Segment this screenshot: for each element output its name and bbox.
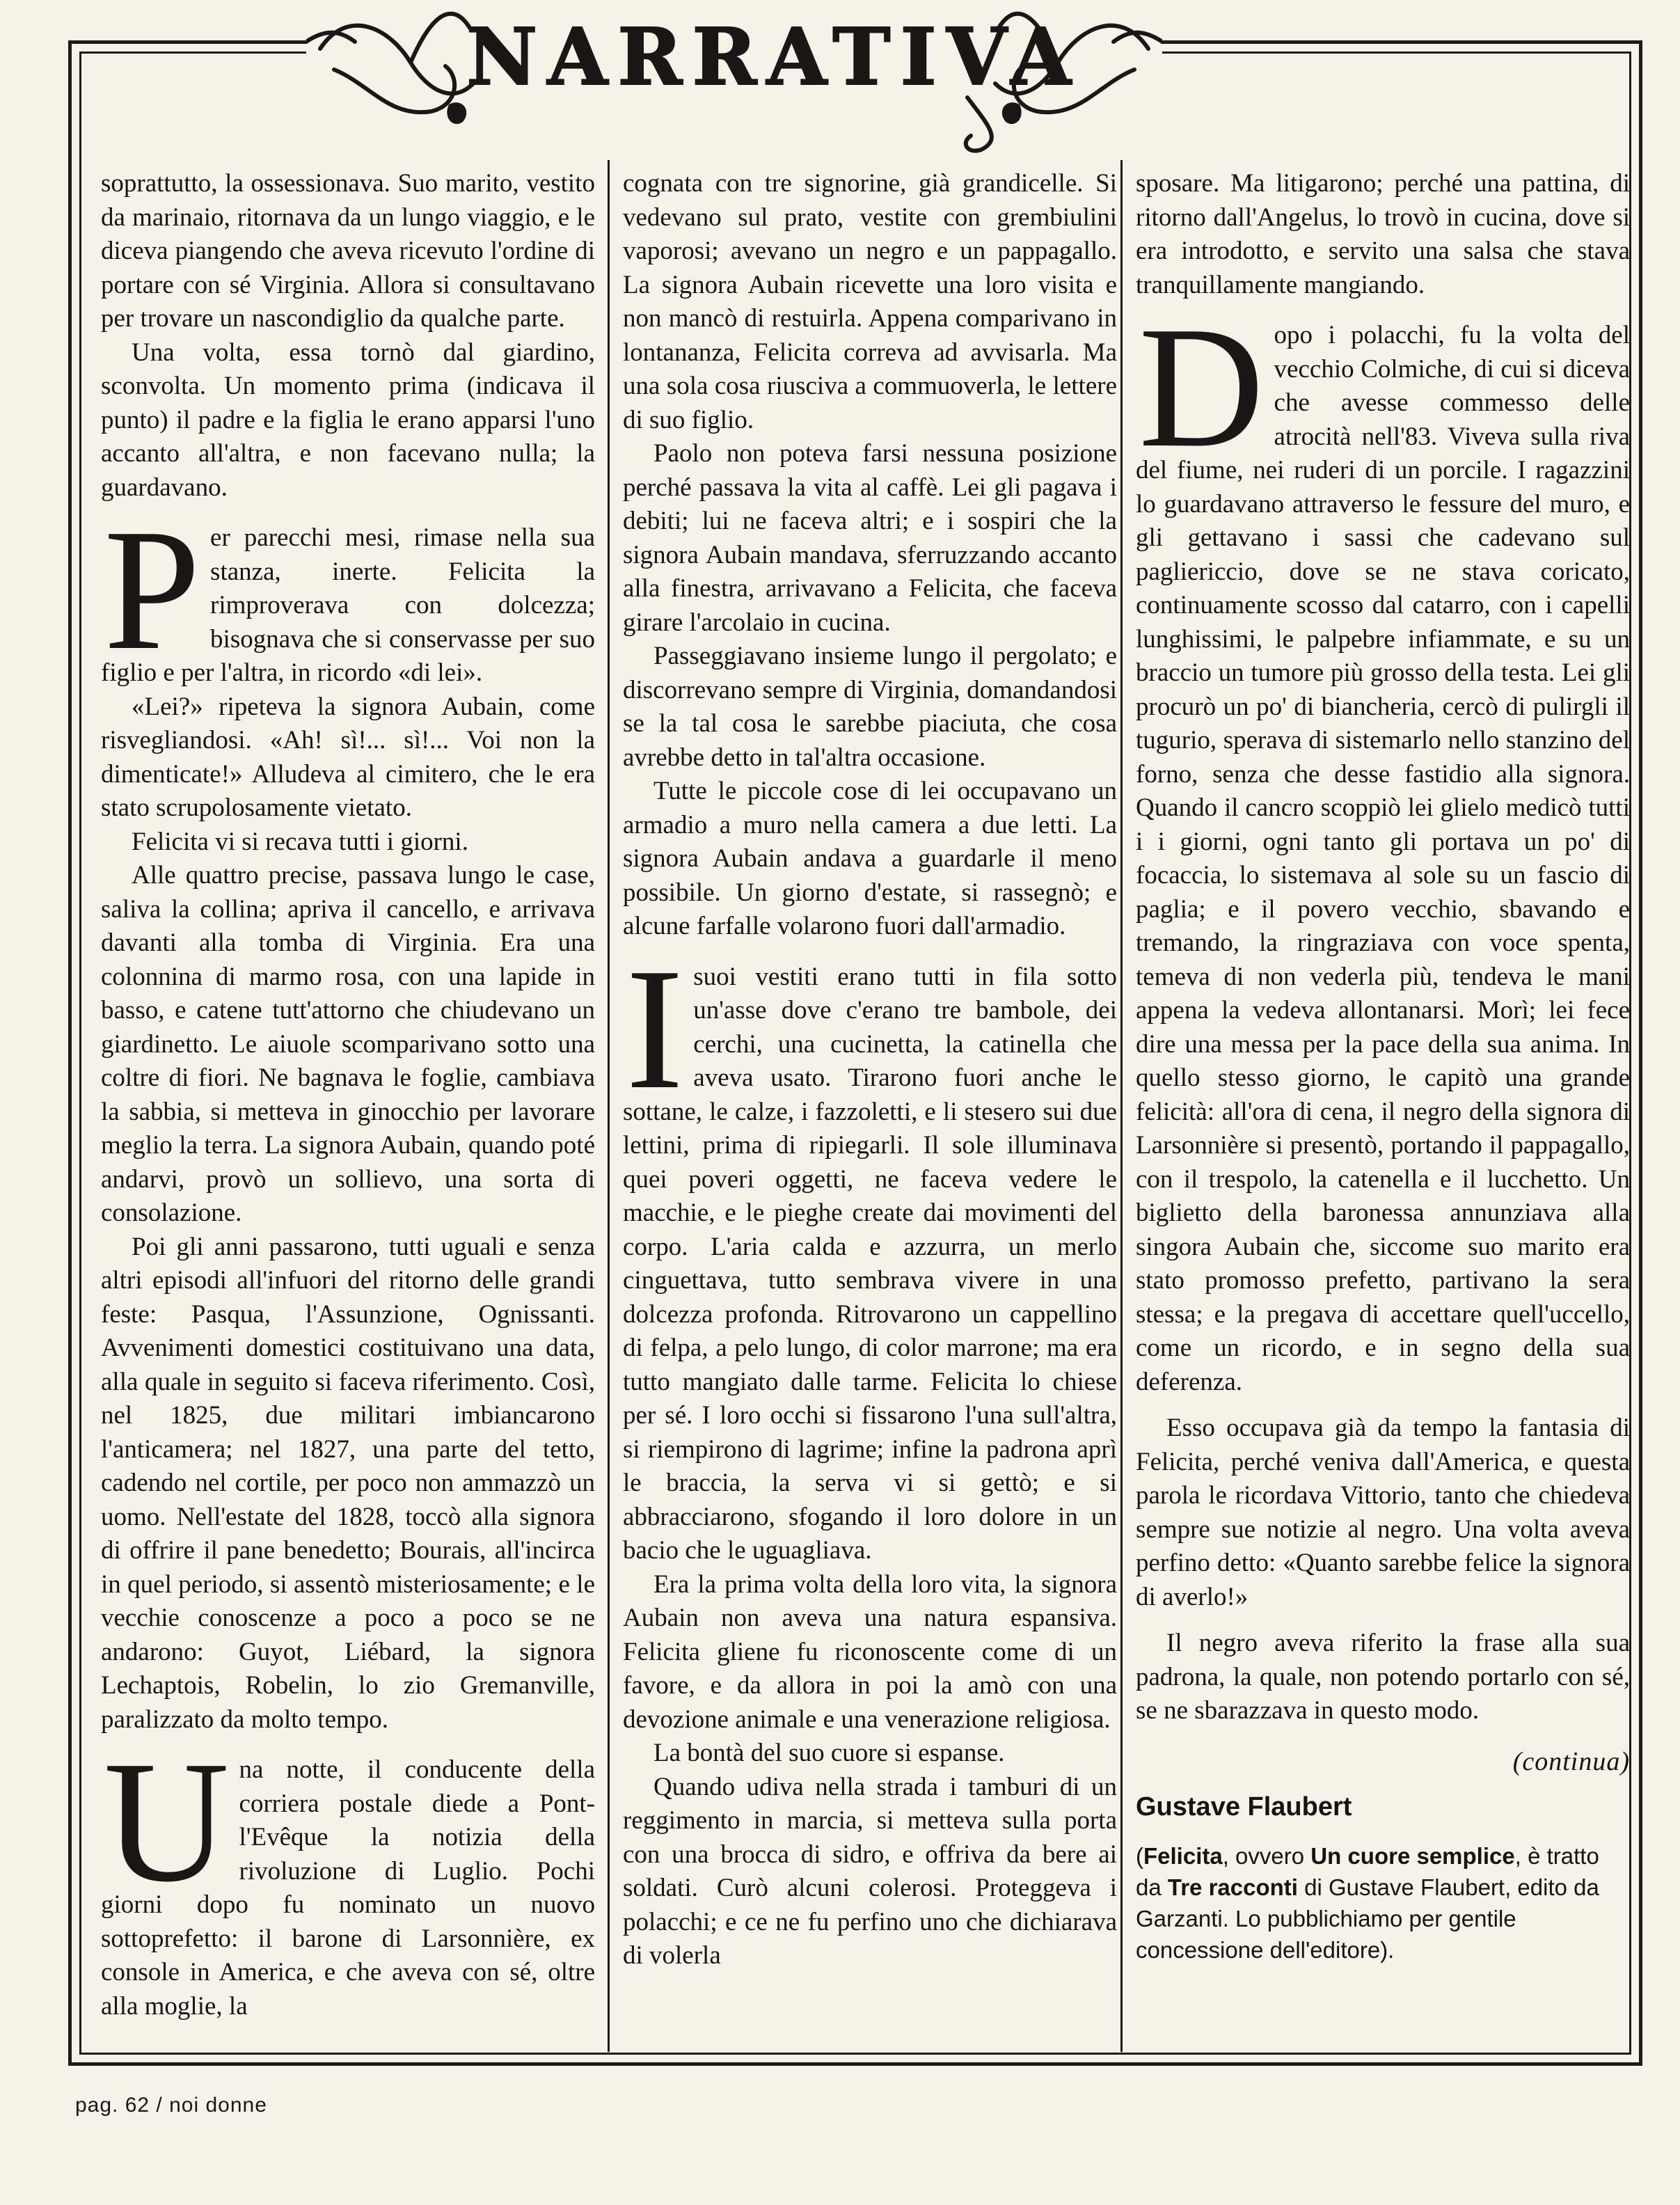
paragraph: Felicita vi si recava tutti i giorni. [132,827,468,856]
page-footer: pag. 62 / noi donne [75,2094,267,2117]
note-text: , è tratto da [1136,1842,1599,1900]
paragraph: Quando udiva nella strada i tamburi di un reggimento in marcia, si metteva sulla porta con una brocca di sidro, e offriva da bere ai soldati. Curò alcuni colerosi. Proteggeva i polacchi; e ce ne fu perfino uno che dichiarava di volerla [623,1772,1117,1970]
paragraph: Tutte le piccole cose di lei occupavano un armadio a muro nella camera a due letti. La signora Aubain andava a guardarle il meno possibile. Un giorno d'estate, si rassegnò; e alcune farfalle volarono fuori dall'armadio. [623,777,1117,940]
paragraph: na notte, il conducente della corriera postale diede a Pont-l'Evêque la notizia della rivoluzione di Luglio. Pochi giorni dopo fu nominato un nuovo sottoprefetto: il barone di Larsonnière, ex console in America, e che aveva con sé, oltre alla moglie, la [101,1755,595,2021]
paragraph: soprattutto, la ossessionava. Suo marito, vestito da marinaio, ritornava da un lungo viaggio, e le diceva piangendo che aveva ricevuto l'ordine di portare con sé Virginia. Allora si consultavano per trovare un nascondiglio da qualche parte. [101,169,595,333]
paragraph: er parecchi mesi, rimase nella sua stanza, inerte. Felicita la rimproverava con dolcezza; bisognava che si conservasse per suo figlio e per l'altra, in ricordo «di lei». [101,523,595,687]
author-signature: Gustave Flaubert [1136,1792,1352,1821]
note-text: di Gustave Flaubert, edito da Garzanti. Lo pubblichiamo per gentile concessione dell'editore). [1136,1874,1599,1963]
paragraph: Esso occupava già da tempo la fantasia di Felicita, perché veniva dall'America, e questa parola le ricordava Vittorio, tanto che chiedeva sempre sue notizie al negro. Una volta aveva perfino detto: «Quanto sarebbe felice la signora di averlo!» [1136,1414,1630,1611]
continued-note: (continua) [1512,1746,1630,1776]
source-note [1136,1840,1630,1966]
drop-cap: I [626,932,684,1125]
paragraph: Poi gli anni passarono, tutti uguali e senza altri episodi all'infuori del ritorno delle grandi feste: Pasqua, l'Assunzione, Ognissanti. Avvenimenti domestici costituivano una data, alla quale in seguito si faceva riferimento. Così, nel 1825, due militari imbiancarono l'anticamera; nel 1827, una parte del tetto, cadendo nel cortile, per poco non ammazzò un uomo. Nell'estate del 1828, toccò alla signora di offrire il pane benedetto; Bourais, all'incirca in quel periodo, si assentò misteriosamente; e le vecchie conoscenze a poco a poco se ne andarono: Guyot, Liébard, la signora Lechaptois, Robelin, lo zio Gremanville, paralizzato da molto tempo. [101,1232,595,1734]
drop-cap: D [1139,291,1265,484]
drop-cap-paragraph [1136,291,1630,1399]
paragraph: Passeggiavano insieme lungo il pergolato; e discorrevano sempre di Virginia, domandandosi se la tal cosa le sarebbe piaciuta, che cosa avrebbe detto in tal'altra occasione. [623,642,1117,772]
paragraph: Paolo non poteva farsi nessuna posizione perché passava la vita al caffè. Lei gli pagava i debiti; lui ne faceva altri; e i sospiri che la signora Aubain mandava, sferruzzando accanto alla finestra, arrivavano a Felicita, che faceva girare l'arcolaio in cucina. [623,439,1117,637]
column-rule [608,160,610,2052]
drop-cap: P [104,493,201,686]
paragraph: sposare. Ma litigarono; perché una pattina, di ritorno dall'Angelus, lo trovò in cucina, dove si era introdotto, e servito una salsa che stava tranquillamente mangiando. [1136,169,1630,299]
drop-cap: U [104,1725,230,1918]
paragraph: suoi vestiti erano tutti in fila sotto un'asse dove c'erano tre bambole, dei cerchi, una cucinetta, la catinella che aveva usato. Tirarono fuori anche le sottane, le calze, i fazzoletti, e li stesero sui due lettini, prima di ripiegarli. Il sole illuminava quei poveri oggetti, ne faceva vedere le macchie, e le pieghe create dai movimenti del corpo. L'aria calda e azzurra, un merlo cinguettava, tutto sembrava vivere in una dolcezza profonda. Ritrovarono un cappellino di felpa, a pelo lungo, di color marrone; ma era tutto mangiato dalle tarme. Felicita lo chiese per sé. I loro occhi si fissarono l'una sull'altra, si riempirono di lagrime; infine la padrona aprì le braccia, la serva vi si gettò; e si abbracciarono, sfogando il loro dolore in un bacio che le uguagliava. [623,962,1117,1565]
section-title: NARRATIVA [466,12,1081,103]
drop-cap-paragraph [101,1725,595,2023]
note-title: Tre racconti [1167,1874,1298,1900]
article-column-1 [101,167,595,2046]
paragraph: Il negro aveva riferito la frase alla sua padrona, la quale, non potendo portarlo con sé, se ne sbarazzava in questo modo. [1136,1629,1630,1725]
article-column-2 [623,167,1117,2046]
note-text: , ovvero [1222,1842,1311,1869]
note-title: Un cuore semplice [1310,1842,1515,1869]
masthead [306,0,1162,160]
column-rule [1120,160,1123,2052]
paragraph: Una volta, essa tornò dal giardino, sconvolta. Un momento prima (indicava il punto) il padre e la figlia le erano apparsi l'uno accanto all'altra, e non facevano nulla; la guardavano. [101,338,595,502]
note-text: ( [1136,1842,1143,1869]
paragraph: «Lei?» ripeteva la signora Aubain, come risvegliandosi. «Ah! sì!... sì!... Voi non la dimenticate!» Alludeva al cimitero, che le era stato scrupolosamente vietato. [101,692,595,822]
paragraph: Alle quattro precise, passava lungo le case, saliva la collina; apriva il cancello, e arrivava davanti alla tomba di Virginia. Era una colonnina di marmo rosa, con una lapide in basso, e catene tutt'attorno che chiudevano un giardinetto. Le aiuole scomparivano sotto una coltre di fiori. Ne bagnava le foglie, cambiava la sabbia, si metteva in ginocchio per lavorare meglio la terra. La signora Aubain, quando poté andarvi, provò un sollievo, una sorta di consolazione. [101,861,595,1227]
paragraph: cognata con tre signorine, già grandicelle. Si vedevano sul prato, vestite con grembiulini vaporosi; avevano un negro e un pappagallo. La signora Aubain ricevette una loro visita e non mancò di restuirla. Appena comparivano in lontananza, Felicita correva ad avvisarla. Ma una sola cosa riusciva a commuoverla, le lettere di suo figlio. [623,169,1117,434]
drop-cap-paragraph [101,493,595,690]
note-title: Felicita [1143,1842,1223,1869]
paragraph: La bontà del suo cuore si espanse. [653,1739,1005,1767]
paragraph: Era la prima volta della loro vita, la signora Aubain non aveva una natura espansiva. Felicita gliene fu riconoscente come di un favore, e da allora in poi la amò con una devozione animale e una venerazione religiosa. [623,1570,1117,1734]
paragraph: opo i polacchi, fu la volta del vecchio Colmiche, di cui si diceva che avesse commesso delle atrocità nell'83. Viveva sulla riva del fiume, nei ruderi di un porcile. I ragazzini lo guardavano attraverso le fessure del muro, e gli gettavano i sassi che cadevano sul pagliericcio, dove se ne stava coricato, continuamente scosso dal catarro, con i capelli lunghissimi, le palpebre infiammate, e su un braccio un tumore più grosso della testa. Lei gli procurò un po' di biancheria, cercò di pulirgli il tugurio, sperava di sistemarlo nello stanzino del forno, senza che desse fastidio alla signora. Quando il cancro scoppiò lei glielo medicò tutti i i giorni, ogni tanto gli portava un po' di focaccia, lo sistemava al sole su un fascio di paglia; e il povero vecchio, sbavando e tremando, la ringraziava con voce spenta, temeva di non vederla più, tendeva le mani appena la vedeva allontanarsi. Morì; lei fece dire una messa per la pace della sua anima. In quello stesso giorno, le capitò una grande felicità: all'ora di cena, il negro della signora di Larsonnière si presentò, portando il pappagallo, con il trespolo, la catenella e il lucchetto. Un biglietto della baronessa annunziava alla singora Aubain che, siccome suo marito era stato promosso prefetto, partivano la sera stessa; e la pregava di accettare quell'uccello, come un ricordo, e in segno della sua deferenza. [1136,321,1630,1396]
drop-cap-paragraph [623,932,1117,1568]
article-column-3 [1136,167,1630,2046]
